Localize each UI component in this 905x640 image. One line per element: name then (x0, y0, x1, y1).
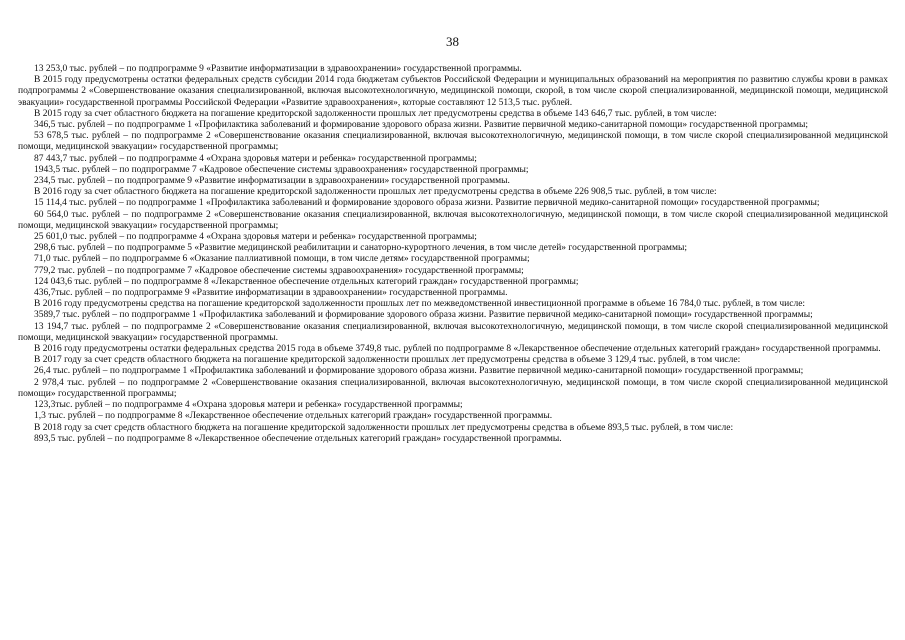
paragraph: 2 978,4 тыс. рублей – по подпрограмме 2 «Совершенствование оказания специализированной, включая высокотехнологичную, медицинской помощи, в том числе скорой специализированной медицинской помощи» государственной программы; (18, 377, 888, 399)
paragraph: 779,2 тыс. рублей – по подпрограмме 7 «Кадровое обеспечение системы здравоохранения» государственной программы; (34, 265, 524, 276)
paragraph: В 2016 году за счет областного бюджета на погашение кредиторской задолженности прошлых лет предусмотрены средства в объеме 226 908,5 тыс. рублей, в том числе: (34, 187, 717, 198)
paragraph: 26,4 тыс. рублей – по подпрограмме 1 «Профилактика заболеваний и формирование здорового образа жизни. Развитие первичной медико-санитарной помощи» государственной программы; (34, 366, 804, 377)
paragraph: 13 253,0 тыс. рублей – по подпрограмме 9 «Развитие информатизации в здравоохранении» государственной программы. (34, 64, 522, 74)
paragraph: 71,0 тыс. рублей – по подпрограмме 6 «Оказание паллиативной помощи, в том числе детям» государственной программы; (34, 254, 530, 265)
paragraph: 3589,7 тыс. рублей – по подпрограмме 1 «Профилактика заболеваний и формирование здорового образа жизни. Развитие первичной медико-санитарной помощи» государственной программы; (34, 310, 813, 321)
paragraph: 298,6 тыс. рублей – по подпрограмме 5 «Развитие медицинской реабилитации и санаторно-курортного лечения, в том числе детей» государственной программы; (34, 243, 687, 254)
paragraph: 53 678,5 тыс. рублей – по подпрограмме 2 «Совершенствование оказания специализированной, включая высокотехнологичную, медицинской помощи, в том числе скорой специализированной медицинской помощи, медицинской эвакуации» государственной программы; (18, 131, 888, 153)
paragraph: 60 564,0 тыс. рублей – по подпрограмме 2 «Совершенствование оказания специализированной, включая высокотехнологичную, медицинской помощи, в том числе скорой специализированной медицинской помощи, медицинской эвакуации» государственной программы; (18, 209, 888, 231)
page-number: 38 (446, 34, 459, 49)
document-body (18, 64, 888, 445)
paragraph: 13 194,7 тыс. рублей – по подпрограмме 2 «Совершенствование оказания специализированной, включая высокотехнологичную, медицинской помощи, в том числе скорой специализированной медицинской помощи, медицинской эвакуации» государственной программы. (18, 321, 888, 343)
paragraph: 346,5 тыс. рублей – по подпрограмме 1 «Профилактика заболеваний и формирование здорового образа жизни. Развитие первичной медико-санитарной помощи» государственной программы; (34, 120, 809, 131)
paragraph: В 2016 году предусмотрены остатки федеральных средства 2015 года в объеме 3749,8 тыс. рублей по подпрограмме 8 «Лекарственное обеспечение отдельных категорий граждан» государственной программы. (34, 344, 881, 355)
paragraph: 234,5 тыс. рублей – по подпрограмме 9 «Развитие информатизации в здравоохранении» государственной программы. (34, 176, 510, 187)
paragraph: 123,3тыс. рублей – по подпрограмме 4 «Охрана здоровья матери и ребенка» государственной программы; (34, 400, 463, 411)
paragraph: 1,3 тыс. рублей – по подпрограмме 8 «Лекарственное обеспечение отдельных категорий граждан» государственной программы. (34, 411, 553, 422)
paragraph: 436,7тыс. рублей – по подпрограмме 9 «Развитие информатизации в здравоохранении» государственной программы. (34, 288, 508, 299)
paragraph: В 2015 году предусмотрены остатки федеральных средств субсидии 2014 года бюджетам субъектов Российской Федерации и муниципальных образований на мероприятия по развитию службы крови в рамках подпрограммы 2 «Совершенствование оказания специализированной, включая высокотехнологичную, медицинской помощи, скорой, в том числе скорой специализированной, медицинской помощи, медицинской эвакуации» государственной программы Российской Федерации «Развитие здравоохранения», которые составляют 12 513,5 тыс. рублей. (18, 75, 888, 108)
paragraph: 893,5 тыс. рублей – по подпрограмме 8 «Лекарственное обеспечение отдельных категорий граждан» государственной программы. (34, 433, 562, 444)
paragraph: 25 601,0 тыс. рублей – по подпрограмме 4 «Охрана здоровья матери и ребенка» государственной программы; (34, 232, 477, 243)
paragraph: В 2018 году за счет средств областного бюджета на погашение кредиторской задолженности прошлых лет предусмотрены средства в объеме 893,5 тыс. рублей, в том числе: (34, 422, 734, 433)
paragraph: В 2016 году предусмотрены средства на погашение кредиторской задолженности прошлых лет по межведомственной инвестиционной программе в объеме 16 784,0 тыс. рублей, в том числе: (34, 299, 806, 310)
paragraph: 15 114,4 тыс. рублей – по подпрограмме 1 «Профилактика заболеваний и формирование здорового образа жизни. Развитие первичной медико-санитарной помощи» государственной программы; (34, 198, 820, 209)
paragraph: 1943,5 тыс. рублей – по подпрограмме 7 «Кадровое обеспечение системы здравоохранения» государственной программы; (34, 164, 529, 175)
paragraph: 87 443,7 тыс. рублей – по подпрограмме 4 «Охрана здоровья матери и ребенка» государственной программы; (34, 153, 477, 164)
paragraph: В 2015 году за счет областного бюджета на погашение кредиторской задолженности прошлых лет предусмотрены средства в объеме 143 646,7 тыс. рублей, в том числе: (34, 108, 717, 119)
paragraph: В 2017 году за счет средств областного бюджета на погашение кредиторской задолженности прошлых лет предусмотрены средства в объеме 3 129,4 тыс. рублей, в том числе: (34, 355, 741, 366)
paragraph: 124 043,6 тыс. рублей – по подпрограмме 8 «Лекарственное обеспечение отдельных категорий граждан» государственной программы; (34, 276, 579, 287)
